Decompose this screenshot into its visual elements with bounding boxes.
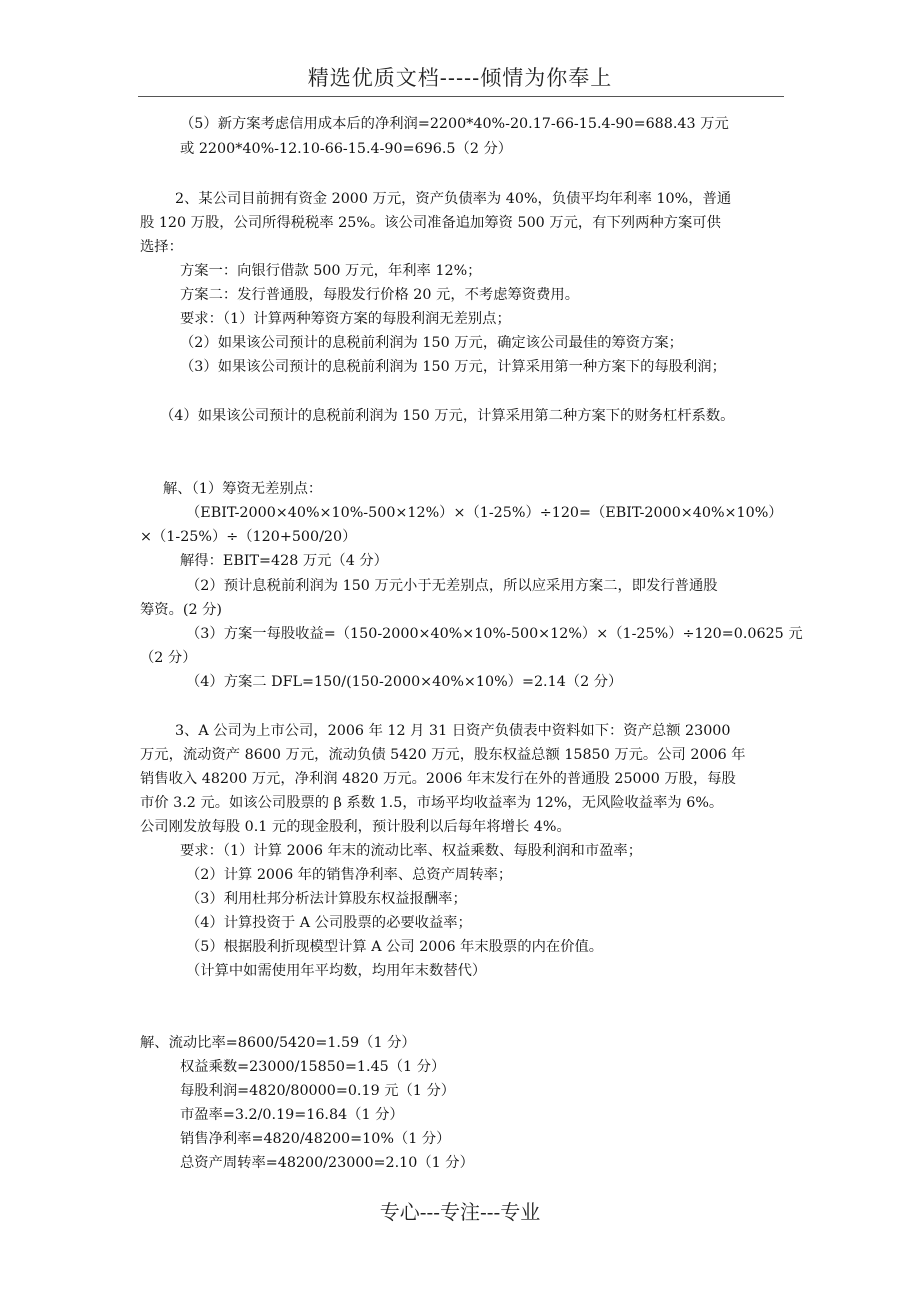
text-line: 每股利润=4820/80000=0.19 元（1 分）: [180, 1083, 456, 1099]
text-line: 方案一：向银行借款 500 万元，年利率 12%；: [180, 263, 482, 279]
text-line: 市价 3.2 元。如该公司股票的 β 系数 1.5，市场平均收益率为 12%，无风险收益率为 6%。: [140, 795, 724, 811]
text-line: （2）计算 2006 年的销售净利率、总资产周转率；: [186, 867, 513, 883]
text-line: 3、A 公司为上市公司，2006 年 12 月 31 日资产负债表中资料如下：资产总额 23000: [175, 723, 731, 739]
text-line: （5）根据股利折现模型计算 A 公司 2006 年末股票的内在价值。: [186, 939, 604, 955]
text-line: （3）方案一每股收益=（150-2000×40%×10%-500×12%）×（1-25%）÷120=0.0625 元: [186, 626, 803, 642]
text-line: （计算中如需使用年平均数，均用年末数替代）: [186, 963, 487, 979]
text-line: （4）如果该公司预计的息税前利润为 150 万元，计算采用第二种方案下的财务杠杆系数。: [160, 408, 735, 424]
text-line: 销售收入 48200 万元，净利润 4820 万元。2006 年末发行在外的普通股 25000 万股，每股: [140, 771, 736, 787]
text-line: 选择：: [140, 239, 183, 255]
text-line: 解得：EBIT=428 万元（4 分）: [180, 553, 388, 569]
text-line: 筹资。(2 分): [140, 602, 222, 618]
text-line: （2）预计息税前利润为 150 万元小于无差别点，所以应采用方案二，即发行普通股: [186, 578, 718, 594]
text-line: 或 2200*40%-12.10-66-15.4-90=696.5（2 分）: [180, 141, 513, 157]
header-divider: [138, 96, 784, 97]
text-line: ×（1-25%）÷（120+500/20）: [140, 529, 357, 545]
text-line: （3）如果该公司预计的息税前利润为 150 万元，计算采用第一种方案下的每股利润；: [180, 359, 726, 375]
text-line: （2）如果该公司预计的息税前利润为 150 万元，确定该公司最佳的筹资方案；: [180, 335, 683, 351]
text-line: 权益乘数=23000/15850=1.45（1 分）: [180, 1059, 446, 1075]
text-line: （4）计算投资于 A 公司股票的必要收益率；: [186, 915, 472, 931]
text-line: 公司刚发放每股 0.1 元的现金股利，预计股利以后每年将增长 4%。: [140, 819, 571, 835]
text-line: 万元，流动资产 8600 万元，流动负债 5420 万元，股东权益总额 15850 万元。公司 2006 年: [140, 747, 746, 763]
text-line: 解、流动比率=8600/5420=1.59（1 分）: [140, 1035, 416, 1051]
text-line: 市盈率=3.2/0.19=16.84（1 分）: [180, 1107, 404, 1123]
text-line: （2 分）: [140, 650, 197, 666]
text-line: （4）方案二 DFL=150/(150-2000×40%×10%）=2.14（2 分）: [186, 674, 623, 690]
text-line: （EBIT-2000×40%×10%-500×12%）×（1-25%）÷120=（EBIT-2000×40%×10%）: [186, 505, 783, 521]
text-line: （3）利用杜邦分析法计算股东权益报酬率；: [186, 891, 467, 907]
page-header-title: 精选优质文档-----倾情为你奉上: [307, 66, 613, 90]
text-line: 要求：（1）计算两种筹资方案的每股利润无差别点；: [180, 311, 511, 327]
text-line: 方案二：发行普通股，每股发行价格 20 元，不考虑筹资费用。: [180, 287, 579, 303]
text-line: 股 120 万股，公司所得税税率 25%。该公司准备追加筹资 500 万元，有下列两种方案可供: [140, 215, 721, 231]
text-line: 要求：（1）计算 2006 年末的流动比率、权益乘数、每股利润和市盈率；: [180, 843, 643, 859]
text-line: 总资产周转率=48200/23000=2.10（1 分）: [180, 1155, 474, 1171]
text-line: 解、（1）筹资无差别点：: [163, 481, 323, 497]
text-line: 2、某公司目前拥有资金 2000 万元，资产负债率为 40%，负债平均年利率 10%，普通: [175, 191, 732, 207]
text-line: （5）新方案考虑信用成本后的净利润=2200*40%-20.17-66-15.4-90=688.43 万元: [180, 116, 729, 132]
text-line: 销售净利率=4820/48200=10%（1 分）: [180, 1131, 451, 1147]
page-footer-text: 专心---专注---专业: [379, 1200, 541, 1224]
